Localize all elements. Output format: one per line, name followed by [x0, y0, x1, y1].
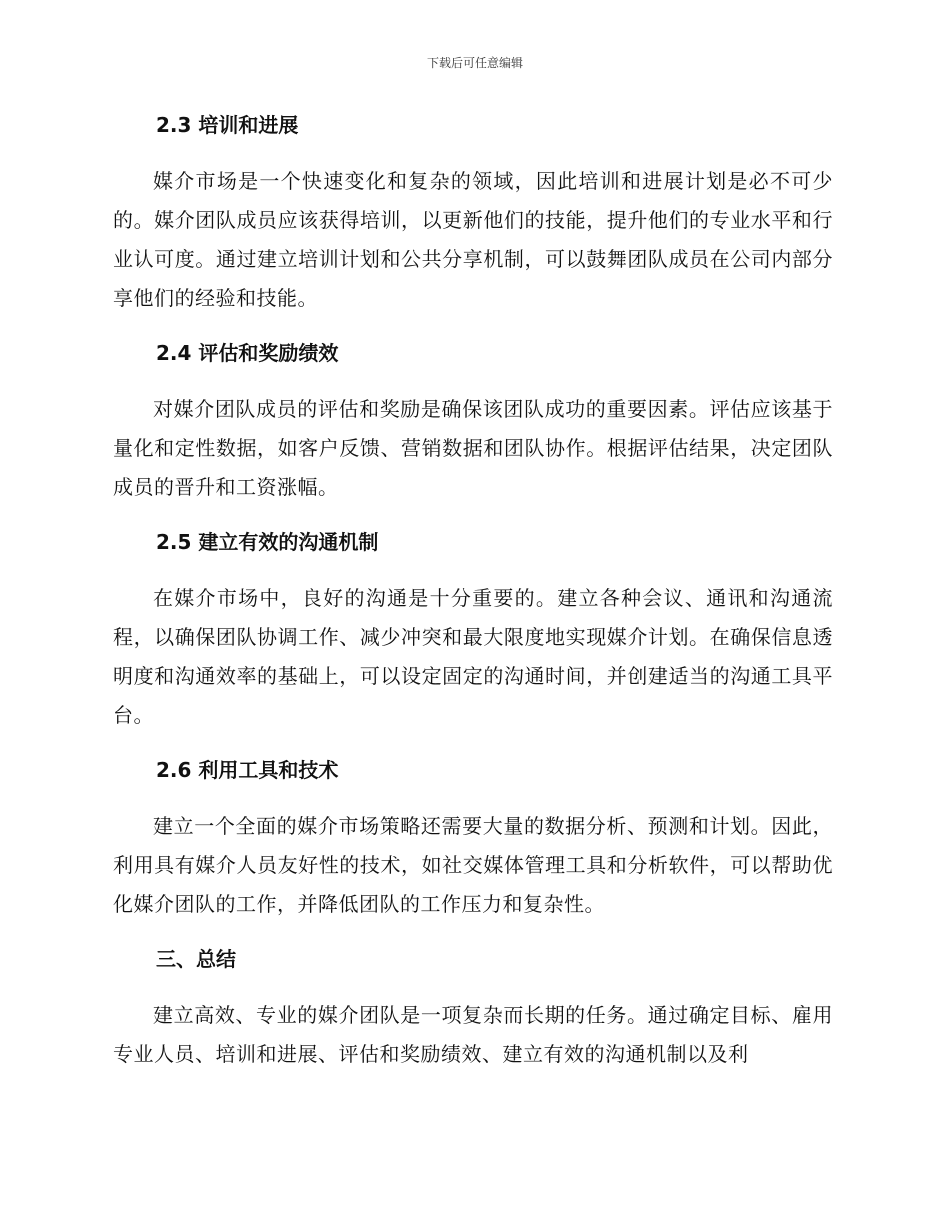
section-paragraph-summary: 建立高效、专业的媒介团队是一项复杂而长期的任务。通过确定目标、雇用专业人员、培训和进展、评估和奖励绩效、建立有效的沟通机制以及利: [113, 1003, 833, 1066]
section-heading-2-5: 2.5 建立有效的沟通机制: [156, 530, 379, 554]
section-heading-summary: 三、总结: [156, 947, 236, 971]
section-heading-2-4: 2.4 评估和奖励绩效: [156, 341, 339, 365]
document-body: [113, 110, 833, 1094]
section-heading-2-3: 2.3 培训和进展: [156, 113, 299, 137]
header-note: 下载后可任意编辑: [426, 56, 523, 70]
section-paragraph-2-5: 在媒介市场中，良好的沟通是十分重要的。建立各种会议、通讯和沟通流程，以确保团队协调工作、减少冲突和最大限度地实现媒介计划。在确保信息透明度和沟通效率的基础上，可以设定固定的沟通时间，并创建适当的沟通工具平台。: [113, 586, 833, 727]
section-paragraph-2-3: 媒介市场是一个快速变化和复杂的领域，因此培训和进展计划是必不可少的。媒介团队成员应该获得培训，以更新他们的技能，提升他们的专业水平和行业认可度。通过建立培训计划和公共分享机制，可以鼓舞团队成员在公司内部分享他们的经验和技能。: [113, 169, 833, 310]
section-paragraph-2-6: 建立一个全面的媒介市场策略还需要大量的数据分析、预测和计划。因此，利用具有媒介人员友好性的技术，如社交媒体管理工具和分析软件，可以帮助优化媒介团队的工作，并降低团队的工作压力和复杂性。: [113, 814, 833, 916]
section-heading-2-6: 2.6 利用工具和技术: [156, 758, 339, 782]
section-paragraph-2-4: 对媒介团队成员的评估和奖励是确保该团队成功的重要因素。评估应该基于量化和定性数据，如客户反馈、营销数据和团队协作。根据评估结果，决定团队成员的晋升和工资涨幅。: [113, 397, 833, 499]
